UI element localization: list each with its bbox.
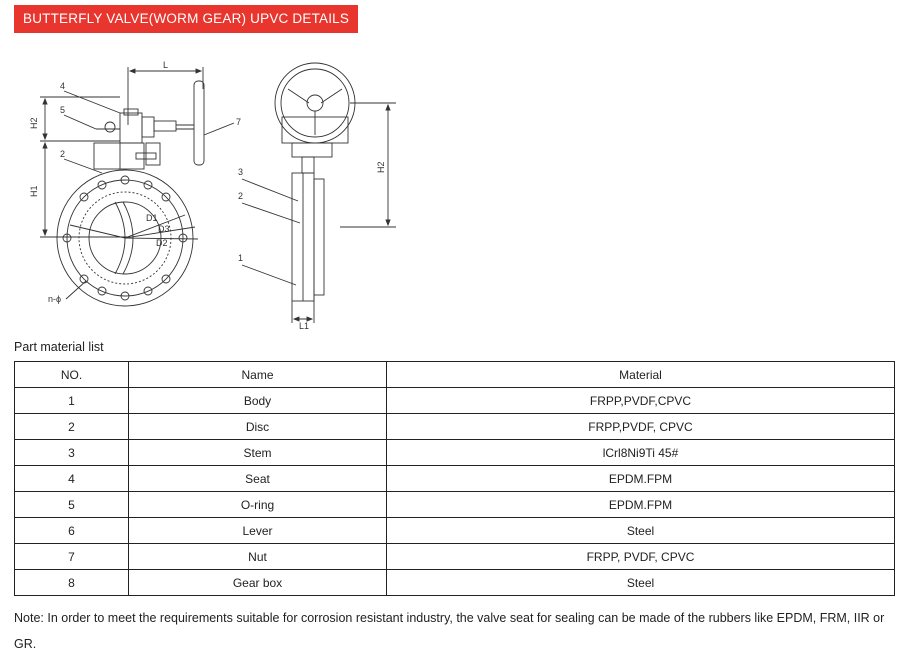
dim-L-label: L <box>163 60 169 70</box>
table-row <box>15 570 895 596</box>
table-row <box>15 388 895 414</box>
cell-name: Stem <box>129 440 387 466</box>
side-view <box>238 63 396 331</box>
table-row <box>15 518 895 544</box>
callout-4: 4 <box>60 81 66 91</box>
diam-D2-label: D2 <box>156 238 168 248</box>
diam-D1-label: D1 <box>146 213 158 223</box>
column-header-name: Name <box>129 362 387 388</box>
cell-material: Steel <box>387 518 895 544</box>
cell-material: Steel <box>387 570 895 596</box>
table-row <box>15 466 895 492</box>
cell-no: 5 <box>15 492 129 518</box>
cell-name: Body <box>129 388 387 414</box>
cell-no: 2 <box>15 414 129 440</box>
column-header-material: Material <box>387 362 895 388</box>
parts-table <box>14 361 895 596</box>
cell-name: Lever <box>129 518 387 544</box>
table-row <box>15 492 895 518</box>
cell-no: 6 <box>15 518 129 544</box>
page-title: BUTTERFLY VALVE(WORM GEAR) UPVC DETAILS <box>14 5 358 33</box>
table-row <box>15 440 895 466</box>
front-view <box>29 60 244 306</box>
cell-material: FRPP,PVDF, CPVC <box>387 414 895 440</box>
column-header-no: NO. <box>15 362 129 388</box>
side-dim-L1-label: L1 <box>299 321 310 331</box>
side-callout-3: 3 <box>238 167 244 177</box>
valve-technical-drawing <box>20 55 420 340</box>
table-row <box>15 414 895 440</box>
cell-no: 3 <box>15 440 129 466</box>
cell-name: O-ring <box>129 492 387 518</box>
table-header-row <box>15 362 895 388</box>
table-row <box>15 544 895 570</box>
cell-material: FRPP, PVDF, CPVC <box>387 544 895 570</box>
dim-H2-label: H2 <box>29 117 39 129</box>
side-callout-2: 2 <box>238 191 244 201</box>
side-callout-1: 1 <box>238 253 244 263</box>
cell-no: 1 <box>15 388 129 414</box>
cell-material: EPDM.FPM <box>387 466 895 492</box>
callout-2: 2 <box>60 149 66 159</box>
cell-no: 8 <box>15 570 129 596</box>
side-dim-H2-label: H2 <box>376 161 386 173</box>
cell-material: lCrl8Ni9Ti 45# <box>387 440 895 466</box>
parts-table-caption: Part material list <box>14 340 104 354</box>
diam-D3-label: D3 <box>158 224 170 234</box>
cell-material: FRPP,PVDF,CPVC <box>387 388 895 414</box>
cell-no: 4 <box>15 466 129 492</box>
cell-name: Seat <box>129 466 387 492</box>
cell-name: Nut <box>129 544 387 570</box>
cell-name: Disc <box>129 414 387 440</box>
holes-label: n-ϕ <box>48 294 62 304</box>
dim-H1-label: H1 <box>29 185 39 197</box>
note-text: Note: In order to meet the requirements suitable for corrosion resistant industry, the valve seat for sealing can be made of the rubbers like EPDM, FRM, IIR or GR. <box>14 611 885 651</box>
callout-7: 7 <box>236 117 242 127</box>
callout-5: 5 <box>60 105 66 115</box>
cell-material: EPDM.FPM <box>387 492 895 518</box>
cell-name: Gear box <box>129 570 387 596</box>
cell-no: 7 <box>15 544 129 570</box>
